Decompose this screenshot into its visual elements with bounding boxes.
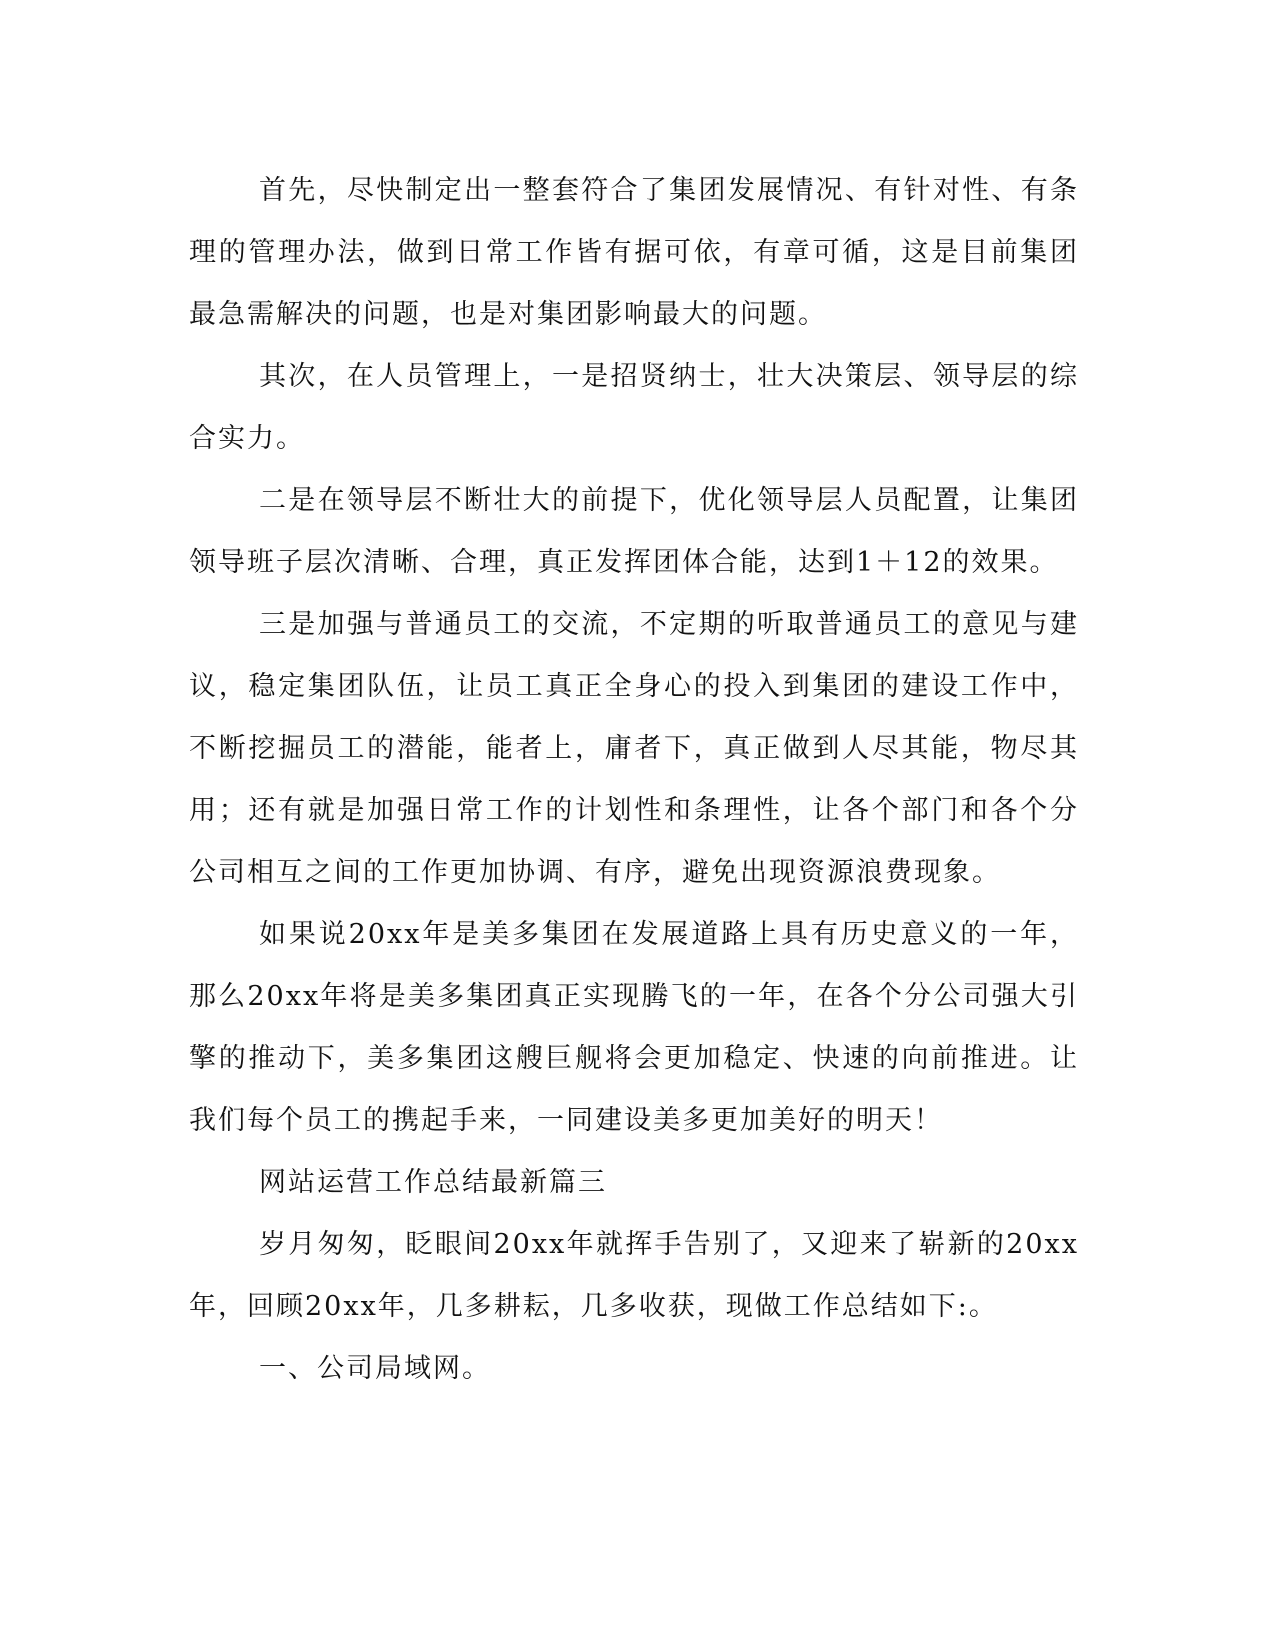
- paragraph-5: 如果说20xx年是美多集团在发展道路上具有历史意义的一年，那么20xx年将是美多集团真正实现腾飞的一年，在各个分公司强大引擎的推动下，美多集团这艘巨舰将会更加稳定、快速的向前推进。让我们每个员工的携起手来，一同建设美多更加美好的明天！: [189, 919, 1079, 1136]
- subheading-1: 一、公司局域网。: [259, 1353, 491, 1384]
- document-body: [189, 160, 1079, 1400]
- section-heading: 网站运营工作总结最新篇三: [259, 1167, 607, 1198]
- paragraph-2: 其次，在人员管理上，一是招贤纳士，壮大决策层、领导层的综合实力。: [189, 361, 1079, 454]
- paragraph-4: 三是加强与普通员工的交流，不定期的听取普通员工的意见与建议，稳定集团队伍，让员工真正全身心的投入到集团的建设工作中，不断挖掘员工的潜能，能者上，庸者下，真正做到人尽其能，物尽其用；还有就是加强日常工作的计划性和条理性，让各个部门和各个分公司相互之间的工作更加协调、有序，避免出现资源浪费现象。: [189, 609, 1079, 888]
- paragraph-3: 二是在领导层不断壮大的前提下，优化领导层人员配置，让集团领导班子层次清晰、合理，真正发挥团体合能，达到1＋12的效果。: [189, 485, 1079, 578]
- paragraph-6: 岁月匆匆，眨眼间20xx年就挥手告别了，又迎来了崭新的20xx年，回顾20xx年，几多耕耘，几多收获，现做工作总结如下:。: [189, 1229, 1079, 1322]
- paragraph-1: 首先，尽快制定出一整套符合了集团发展情况、有针对性、有条理的管理办法，做到日常工作皆有据可依，有章可循，这是目前集团最急需解决的问题，也是对集团影响最大的问题。: [189, 175, 1079, 330]
